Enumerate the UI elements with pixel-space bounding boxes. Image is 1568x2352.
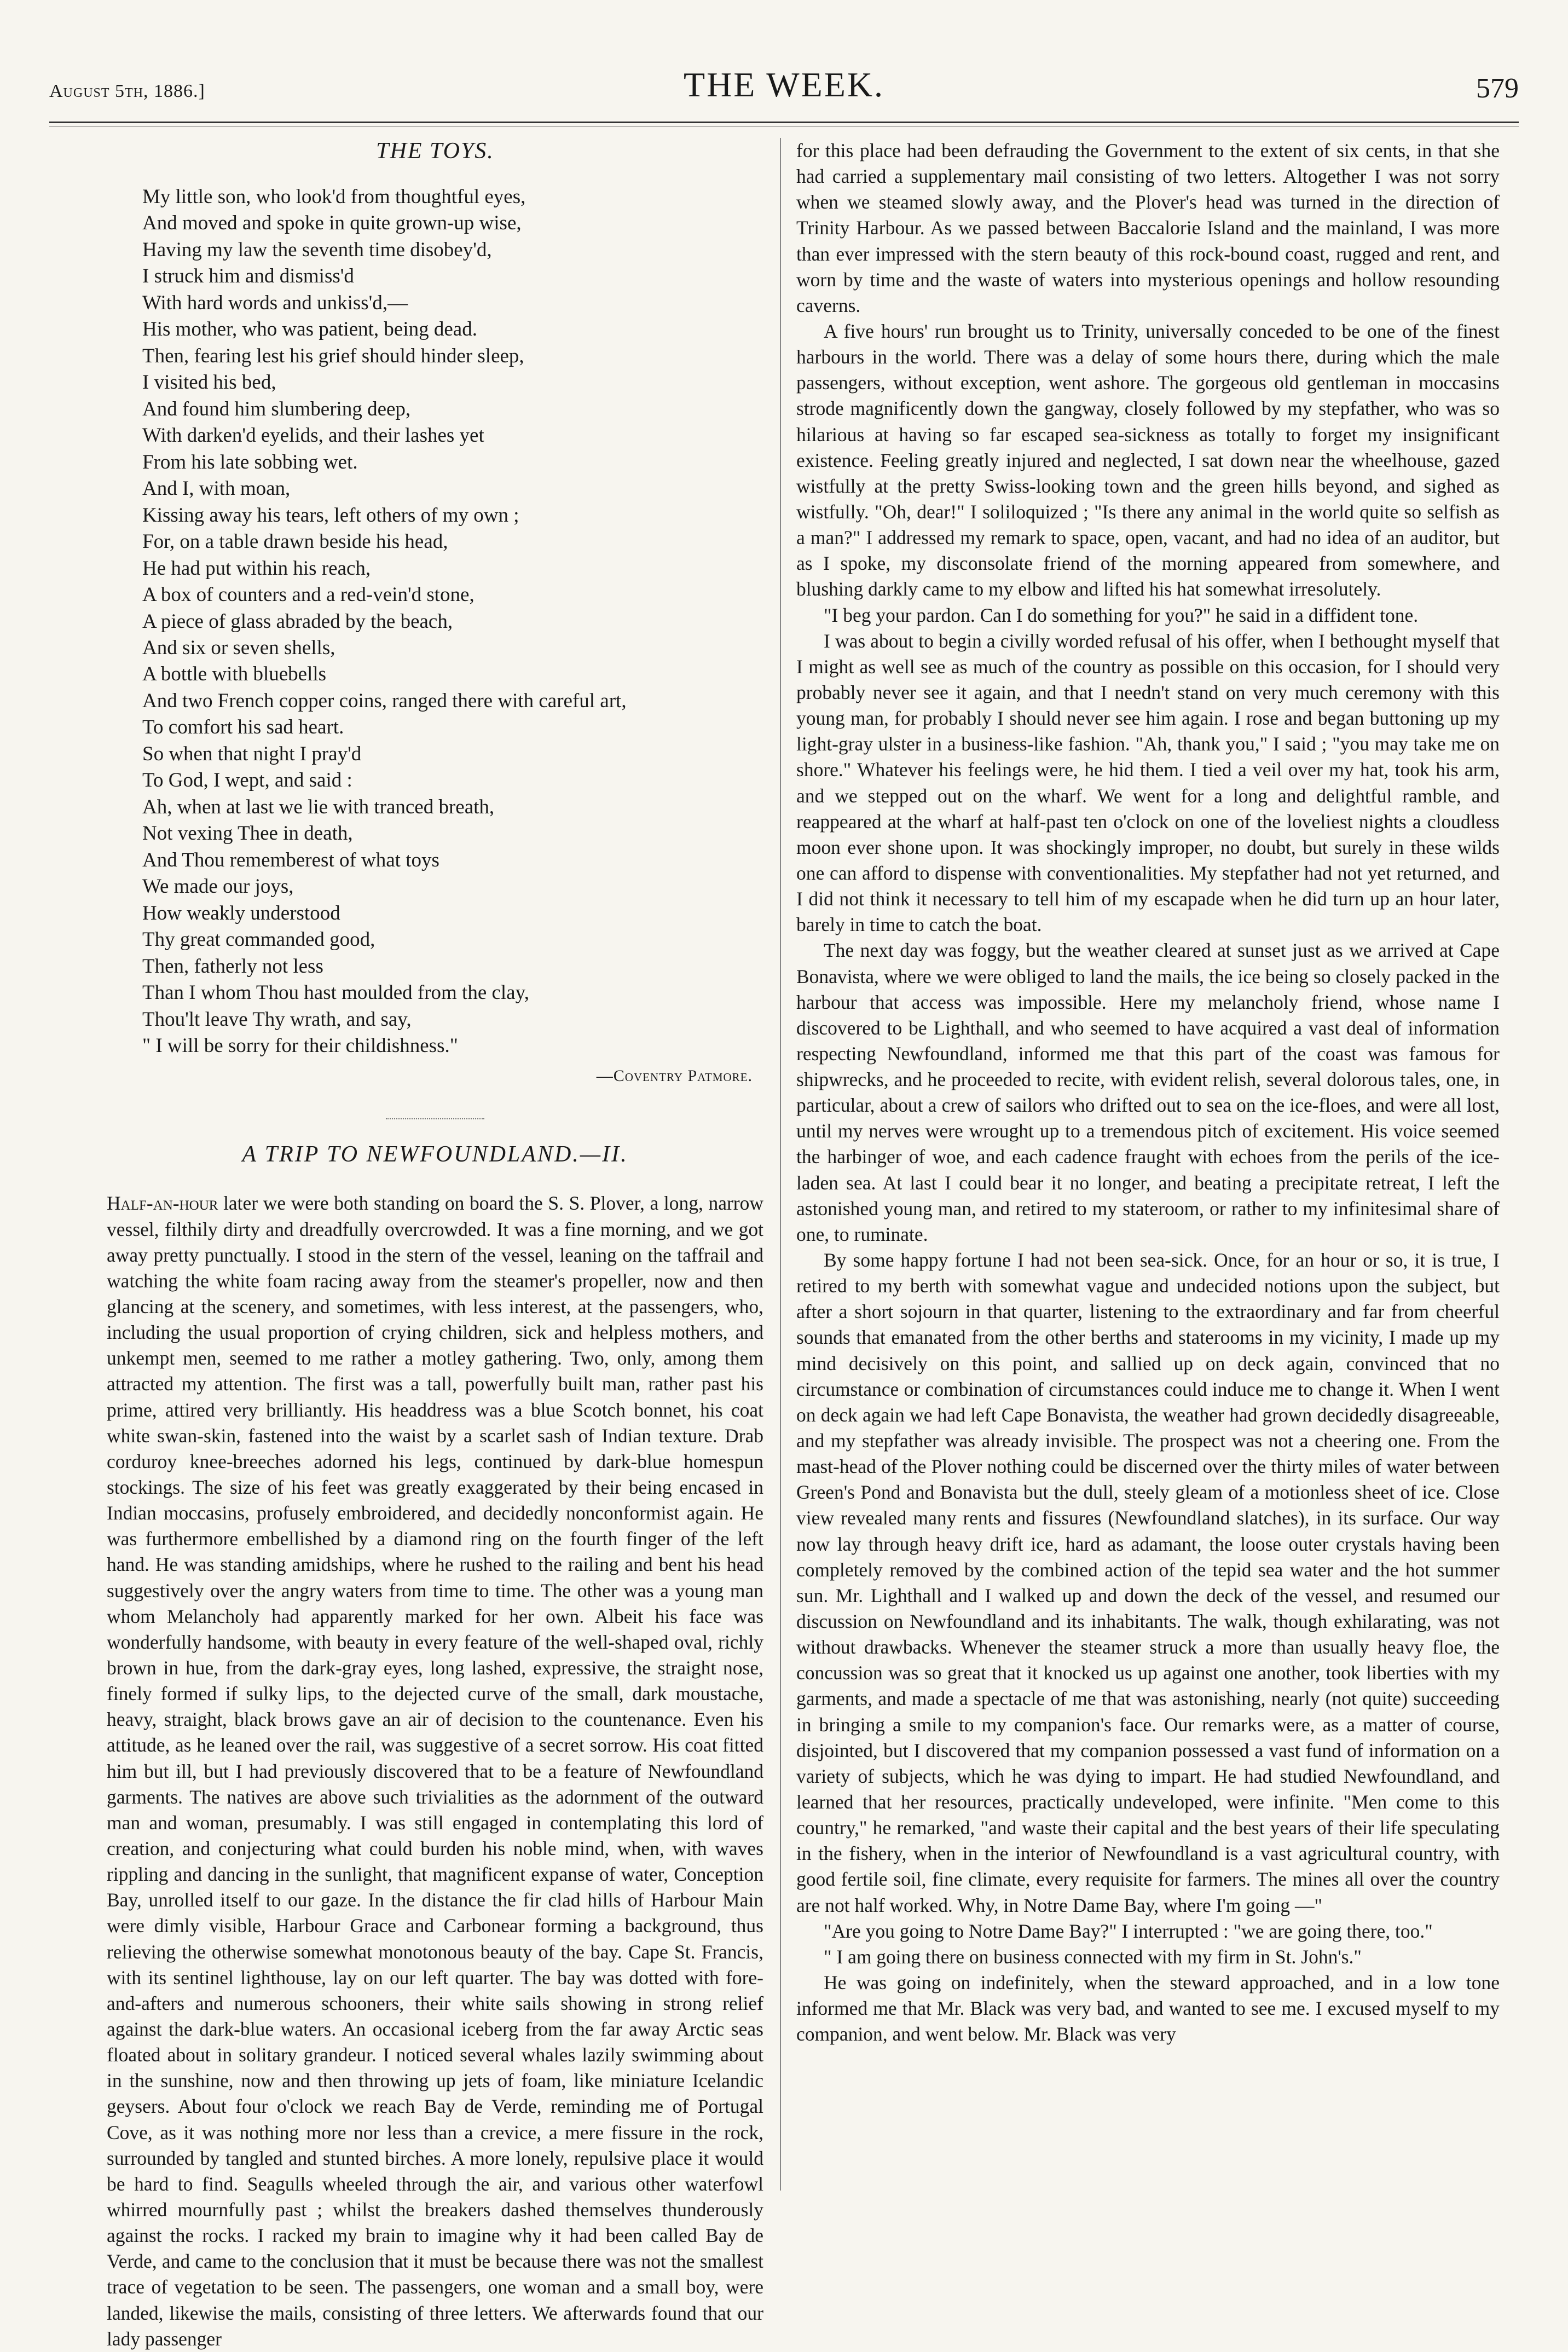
- poem-line: Ah, when at last we lie with tranced breath,: [142, 795, 495, 818]
- poem-line: I visited his bed,: [142, 371, 276, 394]
- issue-date: August 5th, 1886.]: [49, 81, 205, 101]
- article-paragraph: "I beg your pardon. Can I do something for you?" he said in a diffident tone.: [824, 604, 1419, 626]
- left-column: [107, 138, 763, 2350]
- poem-line: Thou'lt leave Thy wrath, and say,: [142, 1008, 412, 1031]
- poem-line: I struck him and dismiss'd: [142, 265, 354, 288]
- article-body-right: [796, 138, 1500, 2047]
- poem-line: " I will be sorry for their childishness.": [142, 1035, 458, 1057]
- poem-line: Thy great commanded good,: [142, 928, 375, 951]
- article-paragraph: The next day was foggy, but the weather cleared at sunset just as we arrived at Cape Bonavista, where we were obliged to land the mails, the ice being so closely packed in the harbour that access was impossible. Here my melancholy friend, whose name I discovered to be Lighthall, and who seemed to have acquired a vast deal of information respecting Newfoundland, informed me that this part of the coast was famous for shipwrecks, and he proceeded to recite, with evident relish, several dolorous tales, one, in particular, about a crew of sailors who drifted out to sea on the ice-floes, and were all lost, until my nerves were wrought up to a tremendous pitch of excitement. His voice seemed the harbinger of woe, and each cadence fraught with echoes from the perils of the ice-laden sea. At last I could bear it no longer, and beating a precipitate retreat, I left the astonished young man, and retired to my stateroom, or rather to my infinitesimal share of one, to ruminate.: [796, 939, 1500, 1245]
- right-column: [796, 138, 1500, 2191]
- poem-line: My little son, who look'd from thoughtful eyes,: [142, 186, 526, 208]
- poem-line: And two French copper coins, ranged there with careful art,: [142, 689, 627, 712]
- article-paragraph: " I am going there on business connected with my firm in St. John's.": [824, 1945, 1362, 1968]
- article-paragraph: A five hours' run brought us to Trinity, universally conceded to be one of the finest harbours in the world. There was a delay of some hours there, during which the male passengers, without exception, went ashore. The gorgeous old gentleman in moccasins strode magnificently down the gangway, closely followed by my stepfather, who was so hilarious at having so far escaped sea-sickness as totally to forget my insignificant existence. Feeling greatly injured and neglected, I sat down near the wheelhouse, gazed wistfully at the pretty Swiss-looking town and the green hills beyond, and sighed as wistfully. "Oh, dear!" I soliloquized ; "Is there any animal in the world quite so selfish as a man?" I addressed my remark to space, open, vacant, and had no idea of an auditor, but as I spoke, my disconsolate friend of the morning appeared from somewhere, and blushing darkly came to my elbow and lifted his hat somewhat irresolutely.: [796, 320, 1500, 600]
- poem-line: And six or seven shells,: [142, 636, 335, 659]
- page-number: 579: [1476, 73, 1519, 104]
- poem-line: Kissing away his tears, left others of my own ;: [142, 504, 519, 527]
- masthead-title: THE WEEK.: [683, 65, 885, 104]
- poem-line: A piece of glass abraded by the beach,: [142, 610, 453, 633]
- poem-line: Having my law the seventh time disobey'd,: [142, 238, 492, 261]
- article-paragraph: By some happy fortune I had not been sea-sick. Once, for an hour or so, it is true, I retired to my berth with somewhat vague and undecided notions upon the subject, but after a short sojourn in that quarter, listening to the extraordinary and far from cheerful sounds that emanated from the other berths and staterooms in my vicinity, I made up my mind decisively on this point, and sallied up on deck again, convinced that no circumstance or combination of circumstances could induce me to change it. When I went on deck again we had left Cape Bonavista, the weather had grown decidedly disagreeable, and my stepfather was already invisible. The prospect was not a cheering one. From the mast-head of the Plover nothing could be discerned over the thirty miles of water between Green's Pond and Bonavista but the dull, steely gleam of a motionless sheet of ice. Close view revealed many rents and fissures (Newfoundland slatches), in its surface. Our way now lay through heavy drift ice, hard as adamant, the loose outer crystals having been completely removed by the combined action of the tepid sea water and the hot summer sun. Mr. Lighthall and I walked up and down the deck of the vessel, and resumed our discussion on Newfoundland and its inhabitants. The walk, though exhilarating, was not without drawbacks. Whenever the steamer struck a more than usually heavy floe, the concussion was so great that it knocked us up against one another, took liberties with my garments, and made a spectacle of me that was astonishing, nearly (not quite) succeeding in bringing a smile to my companion's face. Our remarks were, as a matter of course, disjointed, but I discovered that my companion possessed a vast fund of information on a variety of subjects, which he was dying to impart. He had studied Newfoundland, and learned that her resources, practically undeveloped, were infinite. "Men come to this country," he remarked, "and waste their capital and the best years of their life speculating in the fishery, when in the interior of Newfoundland is a vast agricultural country, with good fertile soil, fine climate, every requisite for farmers. The mines all over the country are not half worked. Why, in Notre Dame Bay, where I'm going —": [796, 1249, 1500, 1916]
- poem-line: So when that night I pray'd: [142, 742, 362, 765]
- article-body-left: [107, 1191, 763, 2351]
- poem-line: A bottle with bluebells: [142, 663, 327, 686]
- article-paragraph: He was going on indefinitely, when the steward approached, and in a low tone informed me that Mr. Black was very bad, and wanted to see me. I excused myself to my companion, and went below. Mr. Black was very: [796, 1971, 1500, 2045]
- section-separator: [386, 1118, 484, 1119]
- article-paragraph: "Are you going to Notre Dame Bay?" I interrupted : "we are going there, too.": [824, 1920, 1433, 1942]
- poem-line: And moved and spoke in quite grown-up wise,: [142, 212, 522, 235]
- column-divider: [780, 138, 781, 2191]
- poem-line: Then, fatherly not less: [142, 955, 323, 978]
- poem-line: With darken'd eyelids, and their lashes yet: [142, 424, 484, 447]
- poem-line: He had put within his reach,: [142, 557, 371, 580]
- poem-line: Then, fearing lest his grief should hinder sleep,: [142, 344, 524, 367]
- poem-line: How weakly understood: [142, 901, 340, 924]
- article-paragraph: [107, 1191, 763, 2351]
- poem-line: From his late sobbing wet.: [142, 450, 358, 473]
- page-header: [49, 60, 1519, 126]
- poem-line: And Thou rememberest of what toys: [142, 848, 439, 871]
- poem-line: And found him slumbering deep,: [142, 397, 411, 420]
- article-title: A TRIP TO NEWFOUNDLAND.—II.: [242, 1142, 628, 1168]
- poem-line: We made our joys,: [142, 875, 294, 898]
- poem-body: [142, 184, 763, 1059]
- article-lead: Half-an-hour: [107, 1192, 218, 1215]
- poem-line: With hard words and unkiss'd,—: [142, 291, 408, 314]
- poem-author: —Coventry Patmore.: [596, 1067, 753, 1085]
- header-rule: [49, 122, 1519, 126]
- article-paragraph: I was about to begin a civilly worded refusal of his offer, when I bethought myself that I might as well see as much of the country as possible on this occasion, for I should very probably never see it again, and that I needn't stand on very much ceremony with this young man, for probably I should never see him again. I rose and began buttoning up my light-gray ulster in a business-like fashion. "Ah, thank you," I said ; "you may take me on shore." Whatever his feelings were, he hid them. I tied a veil over my hat, took his arm, and we stepped out on the wharf. We went for a long and delightful ramble, and reappeared at the wharf at half-past ten o'clock on one of the loveliest nights a cloudless moon ever shone upon. It was shockingly improper, no doubt, but surely in these wilds one can afford to dispense with conventionalities. My stepfather had not yet returned, and I did not think it necessary to tell him of my escapade when he did turn up an hour later, barely in time to catch the boat.: [796, 629, 1500, 936]
- poem-line: His mother, who was patient, being dead.: [142, 318, 477, 341]
- article-paragraph-text: later we were both standing on board the S. S. Plover, a long, narrow vessel, filthily dirty and dreadfully overcrowded. It was a fine morning, and we got away pretty punctually. I stood in the stern of the vessel, leaning on the taffrail and watching the white foam racing away from the steamer's propeller, now and then glancing at the scenery, and sometimes, with less interest, at the passengers, who, including the usual proportion of crying children, sick and helpless mothers, and unkempt men, seemed to me rather a motley gathering. Two, only, among them attracted my attention. The first was a tall, powerfully built man, rather past his prime, attired very brilliantly. His headdress was a blue Scotch bonnet, his coat white swan-skin, fastened into the waist by a scarlet sash of Indian texture. Drab corduroy knee-breeches adorned his legs, continued by dark-blue homespun stockings. The size of his feet was greatly exaggerated by their being encased in Indian moccasins, profusely embroidered, and decidedly nonconformist again. He was furthermore embellished by a diamond ring on the fourth finger of the left hand. He was standing amidships, where he rushed to the railing and bent his head suggestively over the angry waters from time to time. The other was a young man whom Melancholy had apparently marked for her own. Albeit his face was wonderfully handsome, with beauty in every feature of the well-shaped oval, richly brown in hue, from the dark-gray eyes, long lashed, expressive, the straight nose, finely formed if sulky lips, to the dejected curve of the small, dark moustache, heavy, straight, black brows gave an air of decision to the countenance. Even his attitude, as he leaned over the rail, was suggestive of a secret sorrow. His coat fitted him but ill, but I had previously discovered that to be a feature of Newfoundland garments. The natives are above such trivialities as the adornment of the outward man and woman, presumably. I was still engaged in contemplating this lord of creation, and conjecturing what could burden his noble mind, when, with waves rippling and dancing in the sunlight, that magnificent expanse of water, Conception Bay, unrolled itself to our gaze. In the distance the fir clad hills of Harbour Main were dimly visible, Harbour Grace and Carbonear forming a background, thus relieving the otherwise somewhat monotonous beauty of the bay. Cape St. Francis, with its sentinel lighthouse, lay on our left quarter. The bay was dotted with fore-and-afters and numerous schooners, their white sails showing in strong relief against the dark-blue waters. An occasional iceberg from the far away Arctic seas floated about in solitary grandeur. I noticed several whales lazily swimming about in the sunshine, now and then throwing up jets of foam, like miniature Icelandic geysers. About four o'clock we reach Bay de Verde, reminding me of Portugal Cove, as it was nothing more nor less than a crevice, a mere fissure in the rock, surrounded by tangled and stunted birches. A more lonely, repulsive place it would be hard to find. Seagulls wheeled through the air, and various other waterfowl whirred mournfully past ; whilst the breakers dashed themselves thunderously against the rocks. I racked my brain to imagine why it had been called Bay de Verde, and came to the conclusion that it must be because there was not the smallest trace of vegetation to be seen. The passengers, one woman and a small boy, were landed, likewise the mails, consisting of three letters. We afterwards found that our lady passenger: [107, 1192, 763, 2350]
- poem-line: To comfort his sad heart.: [142, 716, 344, 739]
- poem-line: To God, I wept, and said :: [142, 769, 352, 792]
- poem-line: Than I whom Thou hast moulded from the clay,: [142, 981, 529, 1004]
- poem-line: For, on a table drawn beside his head,: [142, 530, 448, 553]
- article-paragraph: for this place had been defrauding the Government to the extent of six cents, in that she had carried a supplementary mail consisting of two letters. Altogether I was not sorry when we steamed slowly away, and the Plover's head was turned in the direction of Trinity Harbour. As we passed between Baccalorie Island and the mainland, I was more than ever impressed with the stern beauty of this rock-bound coast, rugged and rent, and worn by time and the waste of waters into mysterious openings and hollow resounding caverns.: [796, 140, 1500, 316]
- poem-line: A box of counters and a red-vein'd stone,: [142, 583, 475, 606]
- poem-line: Not vexing Thee in death,: [142, 822, 353, 845]
- poem-line: And I, with moan,: [142, 477, 291, 500]
- poem-title: THE TOYS.: [376, 138, 494, 164]
